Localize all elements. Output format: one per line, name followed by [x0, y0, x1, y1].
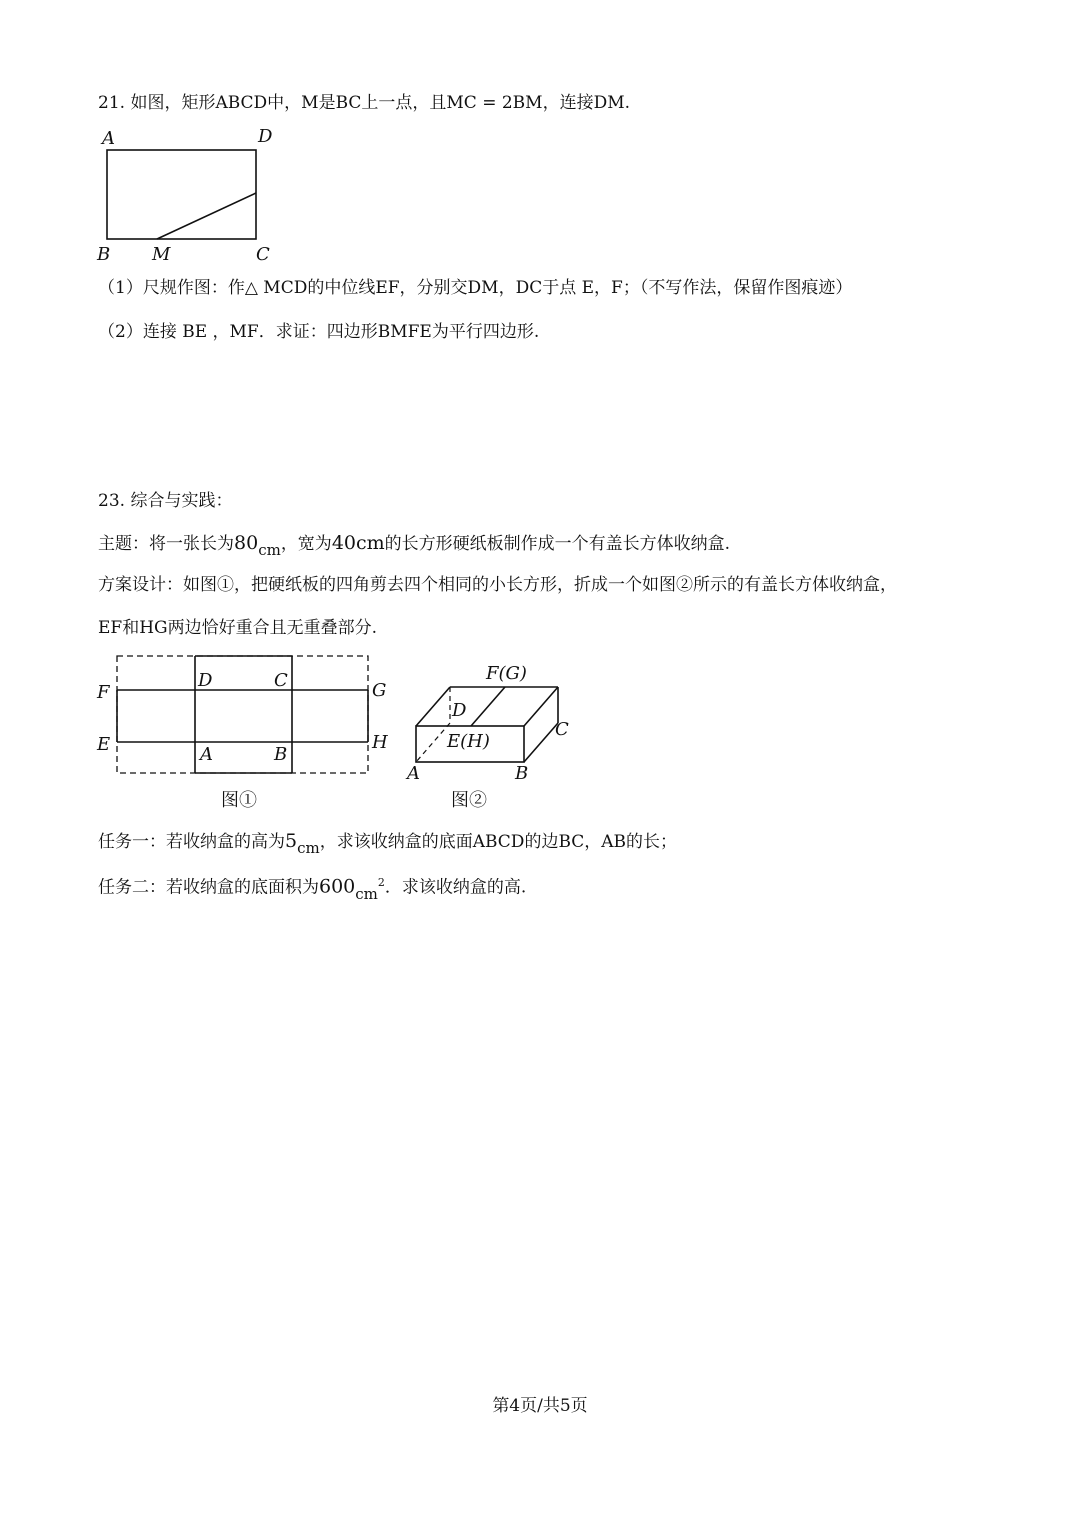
label-M: M — [152, 244, 171, 265]
net-label-F: F — [97, 682, 110, 703]
label-A: A — [102, 128, 115, 149]
box-label-EH: E(H) — [447, 731, 490, 752]
net-label-H: H — [372, 732, 388, 753]
box-label-C: C — [555, 719, 569, 740]
q23-design-line1: 方案设计：如图①，把硬纸板的四角剪去四个相同的小长方形，折成一个如图②所示的有盖长方体收纳盒， — [98, 575, 897, 595]
q21-stem: 21. 如图，矩形ABCD中，M是BC上一点，且MC = 2BM，连接DM. — [98, 93, 631, 113]
q23-design-line2: EF和HG两边恰好重合且无重叠部分. — [98, 618, 378, 638]
figure1-caption: 图① — [221, 790, 257, 811]
box-label-FG: F(G) — [486, 663, 527, 684]
net-label-E: E — [97, 734, 111, 755]
net-label-G: G — [372, 680, 387, 701]
q23-heading: 23. 综合与实践： — [98, 491, 233, 511]
label-C: C — [256, 244, 270, 265]
label-D: D — [258, 126, 273, 147]
net-label-B: B — [274, 744, 288, 765]
q23-task1: 任务一：若收纳盒的高为5cm，求该收纳盒的底面ABCD的边BC，AB的长； — [98, 830, 678, 857]
q23-task2: 任务二：若收纳盒的底面积为$600cm^2$．求该收纳盒的高. — [98, 875, 527, 903]
box-label-D: D — [452, 700, 467, 721]
q23-figure2-box — [400, 655, 590, 815]
q23-theme: 主题：将一张长为80cm，宽为40cm的长方形硬纸板制作成一个有盖长方体收纳盒. — [98, 532, 731, 559]
box-label-A: A — [407, 763, 420, 784]
figure2-caption: 图② — [451, 790, 487, 811]
net-label-C: C — [274, 670, 288, 691]
q23-figure1-net — [92, 650, 402, 815]
net-label-A: A — [200, 744, 213, 765]
q21-rectangle-figure — [95, 125, 285, 265]
q21-part2: （2）连接 BE ，MF．求证：四边形BMFE为平行四边形. — [98, 322, 540, 342]
box-label-B: B — [515, 763, 529, 784]
net-label-D: D — [198, 670, 213, 691]
page-footer: 第4页/共5页 — [492, 1396, 588, 1416]
label-B: B — [97, 244, 111, 265]
q21-part1: （1）尺规作图：作△ MCD的中位线EF，分别交DM，DC于点 E，F；（不写作法，保留作图痕迹） — [98, 278, 853, 298]
